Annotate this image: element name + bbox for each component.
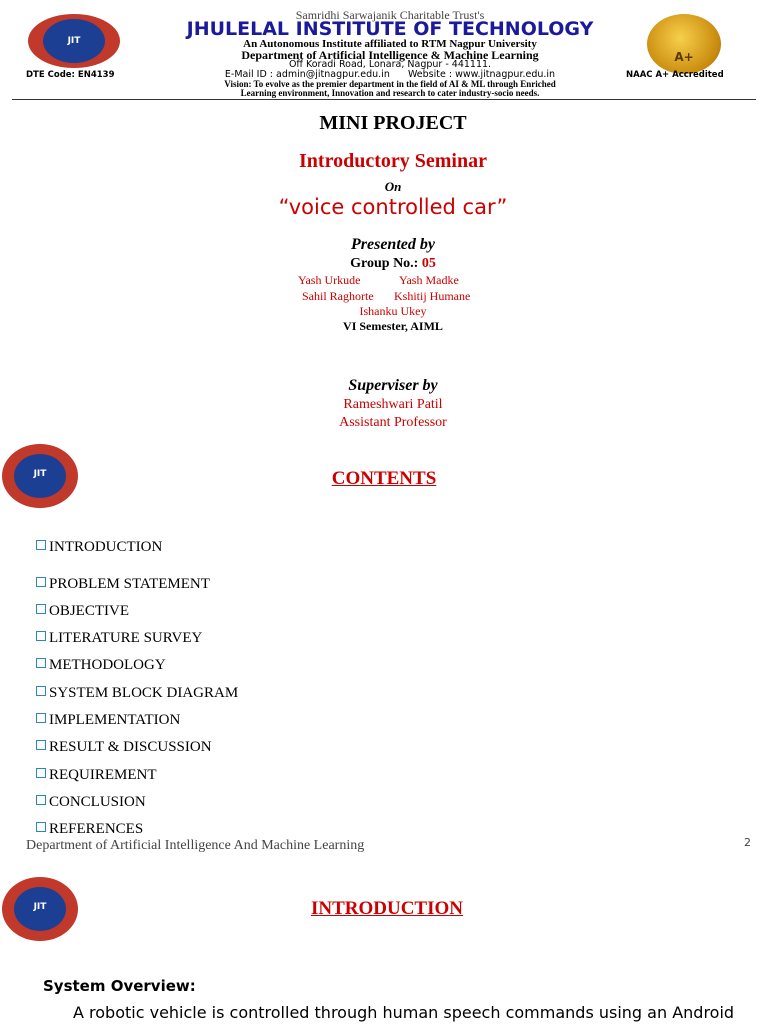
introduction-body: A robotic vehicle is controlled through human speech commands using an Android [73, 1003, 735, 1022]
contents-item: OBJECTIVE [36, 603, 129, 620]
checkbox-bullet-icon [36, 658, 46, 668]
vision-line-2: Learning environment, Innovation and research to cater industry-socio needs. [240, 88, 540, 98]
vision-line-1: Vision: To evolve as the premier department in the field of AI & ML through Enriched [224, 79, 556, 89]
checkbox-bullet-icon [36, 577, 46, 587]
checkbox-bullet-icon [36, 795, 46, 805]
project-title: “voice controlled car” [278, 195, 508, 219]
naac-badge [647, 14, 721, 74]
member-name: Yash Madke [399, 273, 459, 287]
contact: E-Mail ID : admin@jitnagpur.edu.in Website : www.jitnagpur.edu.in [224, 69, 556, 80]
contents-item: RESULT & DISCUSSION [36, 739, 212, 756]
page-number: 2 [744, 836, 751, 849]
jit-logo: JIT [2, 877, 78, 941]
checkbox-bullet-icon [36, 740, 46, 750]
on-label: On [384, 179, 402, 194]
department-header: Department of Artificial Intelligence & Machine Learning [241, 48, 539, 62]
checkbox-bullet-icon [36, 686, 46, 696]
supervisor-name: Rameshwari Patil [343, 397, 443, 412]
supervisor-designation: Assistant Professor [339, 415, 447, 430]
group-value: 05 [421, 256, 436, 271]
contents-item: INTRODUCTION [36, 539, 162, 556]
member-name: Kshitij Humane [394, 289, 471, 303]
address: Off Koradi Road, Lonara, Nagpur - 441111. [288, 59, 492, 70]
contents-item: IMPLEMENTATION [36, 712, 180, 729]
contents-item: LITERATURE SURVEY [36, 630, 202, 647]
dte-code: DTE Code: EN4139 [26, 70, 115, 80]
group-number [0, 256, 768, 272]
contents-item: SYSTEM BLOCK DIAGRAM [36, 685, 238, 702]
header-divider [12, 99, 756, 100]
checkbox-bullet-icon [36, 713, 46, 723]
trust-name: Samridhi Sarwajanik Charitable Trust's [295, 8, 485, 22]
member-name: Sahil Raghorte [302, 289, 374, 303]
contents-item: REQUIREMENT [36, 767, 157, 784]
presented-by: Presented by [351, 236, 435, 253]
naac-grade: A+ [674, 50, 694, 64]
member-name: Ishanku Ukey [359, 304, 427, 318]
contents-item: PROBLEM STATEMENT [36, 576, 210, 593]
contents-item: CONCLUSION [36, 794, 146, 811]
mini-project-heading: MINI PROJECT [319, 112, 467, 134]
group-label: Group No.: [350, 256, 422, 271]
checkbox-bullet-icon [36, 631, 46, 641]
jit-logo: JIT [2, 444, 78, 508]
slide-footer: Department of Artificial Intelligence And Machine Learning [26, 838, 365, 853]
member-name: Yash Urkude [298, 273, 361, 287]
institute-name: JHULELAL INSTITUTE OF TECHNOLOGY [186, 18, 594, 40]
checkbox-bullet-icon [36, 768, 46, 778]
supervised-by: Superviser by [348, 377, 438, 394]
introduction-title: INTRODUCTION [310, 898, 464, 919]
checkbox-bullet-icon [36, 604, 46, 614]
jit-logo: JIT [28, 14, 120, 68]
checkbox-bullet-icon [36, 822, 46, 832]
seminar-heading: Introductory Seminar [299, 150, 487, 172]
contents-title: CONTENTS [331, 468, 437, 489]
checkbox-bullet-icon [36, 540, 46, 550]
semester: VI Semester, AIML [343, 319, 443, 333]
system-overview-heading: System Overview: [43, 977, 196, 995]
contents-item: METHODOLOGY [36, 657, 166, 674]
affiliation: An Autonomous Institute affiliated to RTM Nagpur University [243, 38, 537, 50]
naac-accreditation: NAAC A+ Accredited [626, 70, 724, 80]
contents-item: REFERENCES [36, 821, 143, 838]
